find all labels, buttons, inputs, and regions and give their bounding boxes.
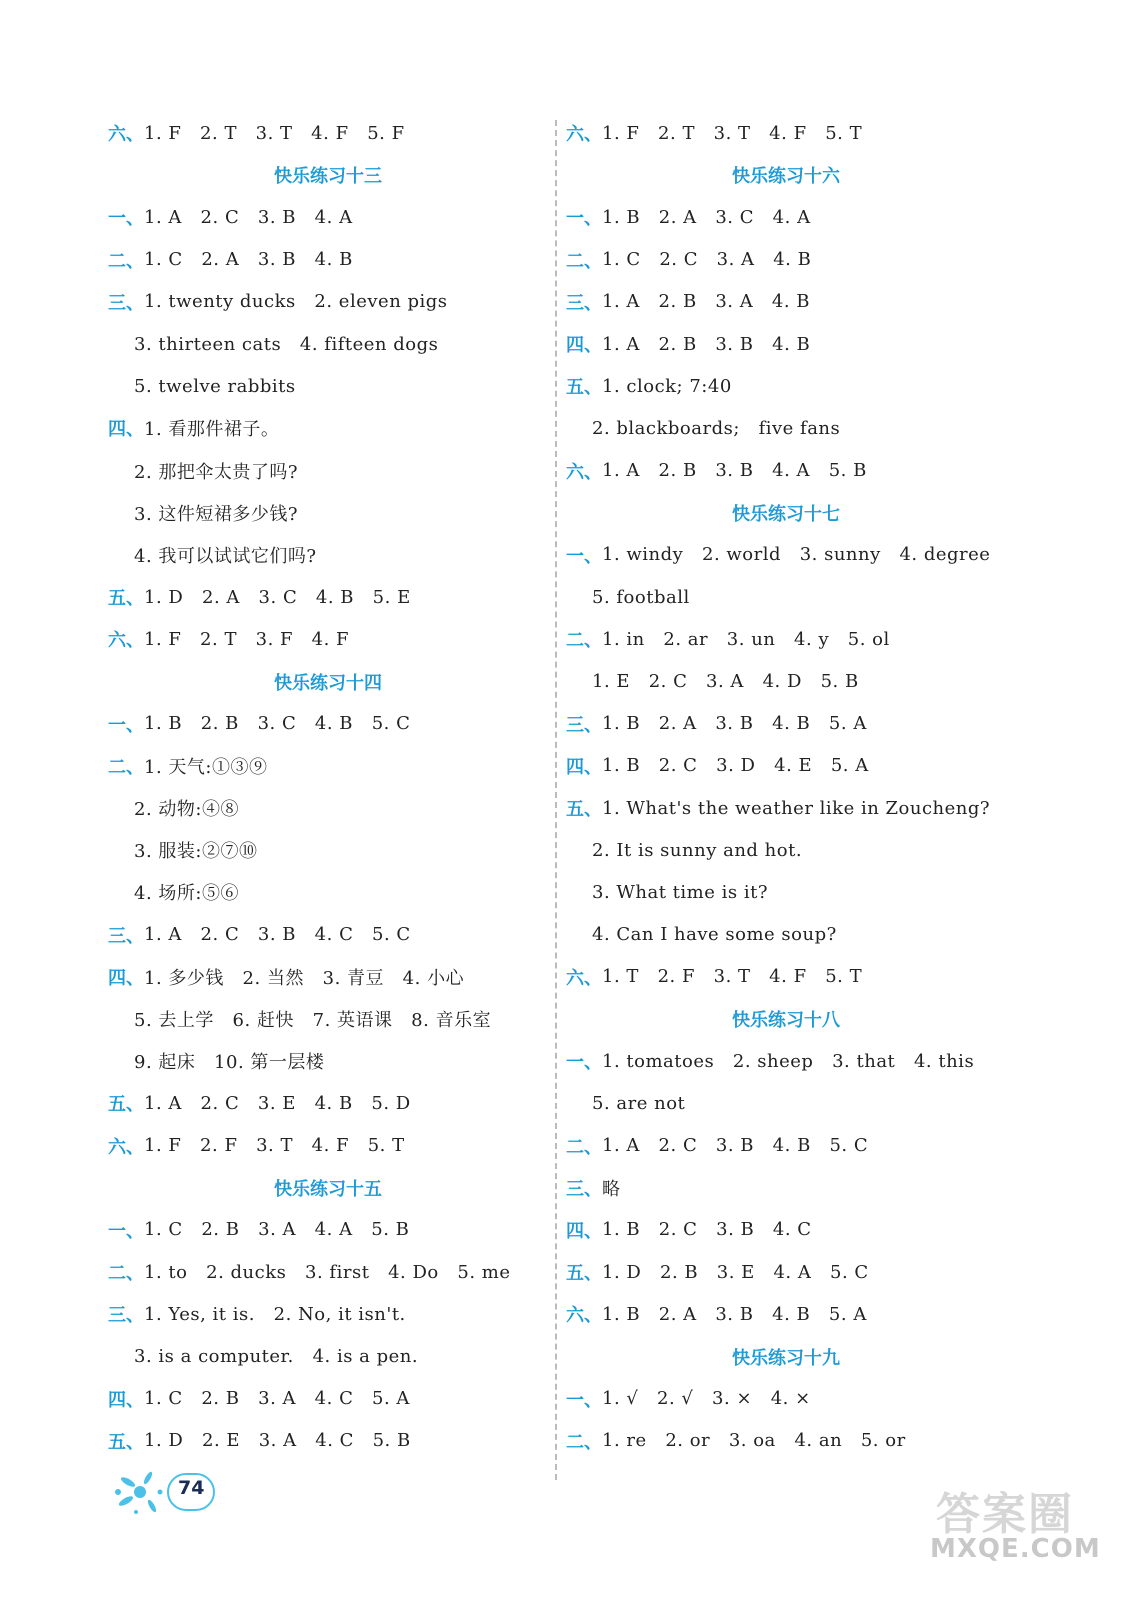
answer-row <box>566 914 1006 956</box>
answer-text: 1. D 2. B 3. E 4. A 5. C <box>602 1261 869 1283</box>
answer-row <box>108 829 548 871</box>
question-number: 三、 <box>108 925 144 947</box>
question-number: 一、 <box>566 545 602 567</box>
question-number: 六、 <box>566 967 602 989</box>
answer-text: 1. F 2. F 3. T 4. F 5. T <box>144 1135 405 1157</box>
answer-row <box>566 1420 1006 1462</box>
answer-text: 1. F 2. T 3. T 4. F 5. T <box>602 122 863 144</box>
column-divider <box>555 120 557 1480</box>
answer-row <box>566 323 1006 365</box>
answer-text: 2. blackboards; five fans <box>592 417 841 439</box>
answer-text: 1. B 2. A 3. B 4. B 5. A <box>602 713 867 735</box>
answer-text: 4. 我可以试试它们吗? <box>134 545 317 567</box>
answer-row <box>108 1040 548 1082</box>
section-heading: 快乐练习十三 <box>274 166 382 188</box>
left-answer-column <box>108 112 548 1462</box>
question-number: 二、 <box>108 756 144 778</box>
answer-row <box>566 1167 1006 1209</box>
section-heading: 快乐练习十七 <box>732 503 840 525</box>
answer-text: 1. C 2. A 3. B 4. B <box>144 249 353 271</box>
answer-text: 1. C 2. B 3. A 4. A 5. B <box>144 1219 410 1241</box>
answer-row <box>108 1251 548 1293</box>
answer-text: 4. Can I have some soup? <box>592 924 837 946</box>
answer-row <box>566 112 1006 154</box>
answer-text: 1. twenty ducks 2. eleven pigs <box>144 291 448 313</box>
answer-row <box>566 956 1006 998</box>
question-number: 五、 <box>108 588 144 610</box>
answer-text: 1. C 2. C 3. A 4. B <box>602 249 812 271</box>
answer-row <box>108 196 548 238</box>
answer-text: 9. 起床 10. 第一层楼 <box>134 1052 325 1074</box>
answer-row <box>566 745 1006 787</box>
question-number: 二、 <box>566 250 602 272</box>
question-number: 五、 <box>108 1431 144 1453</box>
question-number: 六、 <box>108 630 144 652</box>
answer-row <box>108 1420 548 1462</box>
answer-text: 3. What time is it? <box>592 881 768 903</box>
answer-text: 1. D 2. A 3. C 4. B 5. E <box>144 586 411 608</box>
answer-text: 3. 这件短裙多少钱? <box>134 503 299 525</box>
answer-row <box>566 239 1006 281</box>
question-number: 六、 <box>566 124 602 146</box>
answer-text: 5. 去上学 6. 赶快 7. 英语课 8. 音乐室 <box>134 1010 492 1032</box>
question-number: 三、 <box>108 292 144 314</box>
answer-text: 5. twelve rabbits <box>134 375 296 397</box>
question-number: 三、 <box>566 714 602 736</box>
watermark-url: MXQE.COM <box>930 1534 1101 1564</box>
question-number: 五、 <box>566 799 602 821</box>
question-number: 六、 <box>108 124 144 146</box>
answer-text: 1. A 2. C 3. E 4. B 5. D <box>144 1092 411 1114</box>
answer-row <box>108 576 548 618</box>
answer-text: 1. 多少钱 2. 当然 3. 青豆 4. 小心 <box>144 967 465 989</box>
answer-row <box>108 1125 548 1167</box>
answer-text: 1. clock; 7:40 <box>602 375 732 397</box>
question-number: 一、 <box>566 208 602 230</box>
answer-text: 略 <box>602 1178 621 1200</box>
question-number: 三、 <box>566 1178 602 1200</box>
answer-row <box>108 745 548 787</box>
answer-row <box>108 112 548 154</box>
answer-text: 1. Yes, it is. 2. No, it isn't. <box>144 1303 406 1325</box>
question-number: 二、 <box>108 250 144 272</box>
question-number: 四、 <box>566 756 602 778</box>
question-number: 五、 <box>566 1263 602 1285</box>
question-number: 六、 <box>566 1305 602 1327</box>
answer-row <box>108 1082 548 1124</box>
answer-row <box>108 618 548 660</box>
answer-row <box>566 1251 1006 1293</box>
question-number: 三、 <box>566 292 602 314</box>
answer-text: 1. A 2. B 3. B 4. B <box>602 333 811 355</box>
answer-text: 3. is a computer. 4. is a pen. <box>134 1346 419 1368</box>
question-number: 二、 <box>566 1431 602 1453</box>
answer-text: 3. thirteen cats 4. fifteen dogs <box>134 333 439 355</box>
question-number: 二、 <box>566 630 602 652</box>
answer-text: 1. windy 2. world 3. sunny 4. degree <box>602 544 991 566</box>
question-number: 四、 <box>108 419 144 441</box>
answer-text: 1. A 2. B 3. A 4. B <box>602 291 811 313</box>
answer-row <box>108 871 548 913</box>
question-number: 一、 <box>566 1052 602 1074</box>
answer-row <box>566 450 1006 492</box>
question-number: 四、 <box>566 335 602 357</box>
answer-text: 5. football <box>592 586 690 608</box>
answer-text: 1. tomatoes 2. sheep 3. that 4. this <box>602 1050 975 1072</box>
right-answer-column <box>566 112 1006 1462</box>
answer-row <box>108 998 548 1040</box>
answer-text: 1. √ 2. √ 3. × 4. × <box>602 1388 811 1410</box>
section-heading: 快乐练习十五 <box>274 1178 382 1200</box>
question-number: 五、 <box>566 377 602 399</box>
answer-row <box>566 787 1006 829</box>
answer-text: 1. F 2. T 3. F 4. F <box>144 628 350 650</box>
section-heading: 快乐练习十八 <box>732 1010 840 1032</box>
answer-row <box>108 1335 548 1377</box>
answer-row <box>566 365 1006 407</box>
answer-text: 1. F 2. T 3. T 4. F 5. F <box>144 122 405 144</box>
question-number: 一、 <box>566 1389 602 1411</box>
question-number: 六、 <box>566 461 602 483</box>
answer-text: 1. B 2. A 3. C 4. A <box>602 206 811 228</box>
answer-row <box>108 914 548 956</box>
answer-row <box>108 956 548 998</box>
question-number: 四、 <box>108 1389 144 1411</box>
answer-text: 1. 天气:①③⑨ <box>144 756 268 778</box>
answer-text: 1. 看那件裙子。 <box>144 419 280 441</box>
answer-row <box>566 1293 1006 1335</box>
answer-text: 1. B 2. A 3. B 4. B 5. A <box>602 1303 867 1325</box>
page-number: 74 <box>178 1477 205 1499</box>
answer-text: 1. B 2. B 3. C 4. B 5. C <box>144 713 411 735</box>
answer-row <box>108 1378 548 1420</box>
question-number: 六、 <box>108 1136 144 1158</box>
question-number: 一、 <box>108 714 144 736</box>
answer-text: 5. are not <box>592 1092 686 1114</box>
answer-row <box>108 1293 548 1335</box>
answer-row <box>566 618 1006 660</box>
section-heading: 快乐练习十六 <box>732 166 840 188</box>
question-number: 一、 <box>108 1220 144 1242</box>
answer-row <box>566 1040 1006 1082</box>
answer-row <box>566 576 1006 618</box>
answer-text: 1. A 2. B 3. B 4. A 5. B <box>602 460 867 482</box>
answer-text: 1. B 2. C 3. D 4. E 5. A <box>602 755 869 777</box>
answer-row <box>108 365 548 407</box>
answer-row <box>108 323 548 365</box>
answer-row <box>566 871 1006 913</box>
section-heading: 快乐练习十四 <box>274 672 382 694</box>
section-heading: 快乐练习十九 <box>732 1347 840 1369</box>
answer-row <box>566 407 1006 449</box>
answer-text: 1. T 2. F 3. T 4. F 5. T <box>602 966 863 988</box>
answer-text: 1. E 2. C 3. A 4. D 5. B <box>592 671 859 693</box>
answer-text: 1. A 2. C 3. B 4. C 5. C <box>144 924 411 946</box>
question-number: 二、 <box>566 1136 602 1158</box>
answer-text: 1. D 2. E 3. A 4. C 5. B <box>144 1430 411 1452</box>
question-number: 四、 <box>566 1220 602 1242</box>
answer-text: 1. C 2. B 3. A 4. C 5. A <box>144 1388 410 1410</box>
answer-row <box>566 1125 1006 1167</box>
answer-row <box>566 1209 1006 1251</box>
answer-text: 3. 服装:②⑦⑩ <box>134 841 258 863</box>
answer-row <box>566 1378 1006 1420</box>
answer-text: 1. to 2. ducks 3. first 4. Do 5. me <box>144 1261 511 1283</box>
answer-text: 4. 场所:⑤⑥ <box>134 883 239 905</box>
answer-row <box>108 534 548 576</box>
question-number: 五、 <box>108 1094 144 1116</box>
answer-row <box>566 534 1006 576</box>
answer-row <box>108 492 548 534</box>
answer-row <box>566 703 1006 745</box>
watermark-logo: 答案圈 <box>936 1489 1074 1540</box>
answer-text: 1. re 2. or 3. oa 4. an 5. or <box>602 1430 906 1452</box>
answer-row <box>108 450 548 492</box>
answer-text: 1. B 2. C 3. B 4. C <box>602 1219 812 1241</box>
answer-text: 1. A 2. C 3. B 4. B 5. C <box>602 1135 869 1157</box>
answer-row <box>566 281 1006 323</box>
answer-row <box>566 829 1006 871</box>
answer-row <box>566 1082 1006 1124</box>
answer-row <box>566 660 1006 702</box>
question-number: 三、 <box>108 1305 144 1327</box>
question-number: 二、 <box>108 1263 144 1285</box>
answer-row <box>108 239 548 281</box>
answer-text: 1. in 2. ar 3. un 4. y 5. ol <box>602 628 890 650</box>
answer-text: 2. 动物:④⑧ <box>134 799 239 821</box>
answer-row <box>108 703 548 745</box>
question-number: 四、 <box>108 967 144 989</box>
answer-row <box>108 787 548 829</box>
answer-text: 1. A 2. C 3. B 4. A <box>144 206 353 228</box>
answer-row <box>108 1209 548 1251</box>
answer-text: 1. What's the weather like in Zoucheng? <box>602 797 991 819</box>
question-number: 一、 <box>108 208 144 230</box>
answer-text: 2. 那把伞太贵了吗? <box>134 461 299 483</box>
answer-row <box>566 196 1006 238</box>
answer-row <box>108 281 548 323</box>
answer-row <box>108 407 548 449</box>
answer-text: 2. It is sunny and hot. <box>592 839 803 861</box>
